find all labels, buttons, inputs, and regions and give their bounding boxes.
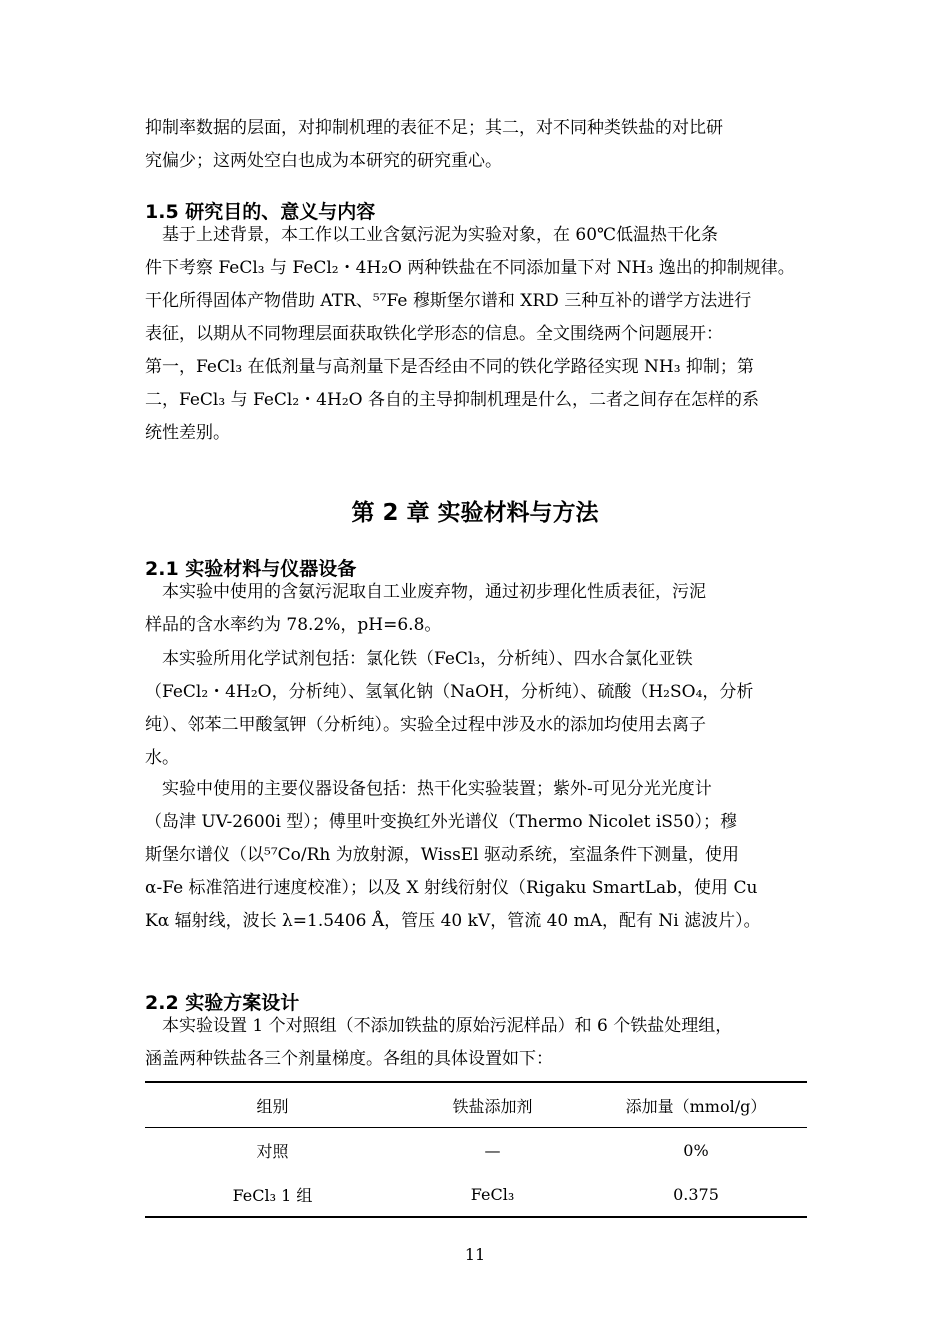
text-line: 本实验所用化学试剂包括：氯化铁（FeCl₃，分析纯）、四水合氯化亚铁 xyxy=(145,649,693,669)
text-line: 涵盖两种铁盐各三个剂量梯度。各组的具体设置如下： xyxy=(145,1049,553,1069)
text-line: （FeCl₂・4H₂O，分析纯）、氢氧化钠（NaOH，分析纯）、硫酸（H₂SO₄，分析 xyxy=(145,682,754,702)
text-line: Kα 辐射线，波长 λ=1.5406 Å，管压 40 kV，管流 40 mA，配有 Ni 滤波片）。 xyxy=(145,911,761,931)
table-cell: 0% xyxy=(683,1140,709,1160)
table-header-row xyxy=(145,1082,807,1128)
table-cell: — xyxy=(484,1140,501,1160)
text-line: 实验中使用的主要仪器设备包括：热干化实验装置；紫外-可见分光光度计 xyxy=(145,779,712,799)
text-line: 样品的含水率约为 78.2%，pH=6.8。 xyxy=(145,615,442,635)
text-line: （岛津 UV-2600i 型）；傅里叶变换红外光谱仪（Thermo Nicolet iS50）；穆 xyxy=(145,812,738,832)
text-line: 干化所得固体产物借助 ATR、⁵⁷Fe 穆斯堡尔谱和 XRD 三种互补的谱学方法进行 xyxy=(145,291,752,311)
text-line: 抑制率数据的层面，对抑制机理的表征不足；其二，对不同种类铁盐的对比研 xyxy=(145,118,723,138)
section-2-2-paragraph xyxy=(145,1010,810,1076)
section-heading-1-5: 1.5 研究目的、意义与内容 xyxy=(145,201,376,223)
text-line: 斯堡尔谱仪（以⁵⁷Co/Rh 为放射源，WissEl 驱动系统，室温条件下测量，使用 xyxy=(145,845,740,865)
section-2-1-paragraph-3 xyxy=(145,773,810,938)
text-line: 本实验设置 1 个对照组（不添加铁盐的原始污泥样品）和 6 个铁盐处理组， xyxy=(145,1016,733,1036)
table-cell: 0.375 xyxy=(673,1184,719,1204)
text-line: 第一，FeCl₃ 在低剂量与高剂量下是否经由不同的铁化学路径实现 NH₃ 抑制；第 xyxy=(145,357,754,377)
group-settings-table xyxy=(145,1081,807,1218)
text-line: 基于上述背景，本工作以工业含氨污泥为实验对象，在 60℃低温热干化条 xyxy=(145,225,719,245)
section-heading-2-2: 2.2 实验方案设计 xyxy=(145,992,300,1014)
text-line: 表征，以期从不同物理层面获取铁化学形态的信息。全文围绕两个问题展开： xyxy=(145,324,723,344)
text-line: 二，FeCl₃ 与 FeCl₂・4H₂O 各自的主导抑制机理是什么，二者之间存在怎样的系 xyxy=(145,390,759,410)
text-line: 本实验中使用的含氨污泥取自工业废弃物，通过初步理化性质表征，污泥 xyxy=(145,582,706,602)
table-header-cell: 组别 xyxy=(256,1096,289,1116)
page-number: 11 xyxy=(464,1245,486,1264)
intro-paragraph xyxy=(145,112,810,178)
text-line: 究偏少；这两处空白也成为本研究的研究重心。 xyxy=(145,151,502,171)
section-2-1-paragraph-2 xyxy=(145,643,810,775)
table-cell: 对照 xyxy=(256,1141,289,1161)
text-line: α-Fe 标准箔进行速度校准）；以及 X 射线衍射仪（Rigaku SmartLab，使用 Cu xyxy=(145,878,758,898)
chapter-title: 第 2 章 实验材料与方法 xyxy=(351,500,599,526)
text-line: 统性差别。 xyxy=(145,423,230,443)
text-line: 水。 xyxy=(145,748,179,768)
table-row xyxy=(145,1172,807,1217)
section-2-1-paragraph-1 xyxy=(145,576,810,642)
text-line: 件下考察 FeCl₃ 与 FeCl₂・4H₂O 两种铁盐在不同添加量下对 NH₃ 逸出的抑制规律。 xyxy=(145,258,795,278)
section-heading-2-1: 2.1 实验材料与仪器设备 xyxy=(145,558,357,580)
table-header-cell: 铁盐添加剂 xyxy=(452,1096,533,1116)
table-cell: FeCl₃ xyxy=(470,1184,515,1204)
table-row xyxy=(145,1128,807,1173)
section-1-5-paragraph xyxy=(145,219,810,450)
text-line: 纯）、邻苯二甲酸氢钾（分析纯）。实验全过程中涉及水的添加均使用去离子 xyxy=(145,715,706,735)
table-header-cell: 添加量（mmol/g） xyxy=(625,1096,767,1116)
table-cell: FeCl₃ 1 组 xyxy=(232,1185,313,1205)
